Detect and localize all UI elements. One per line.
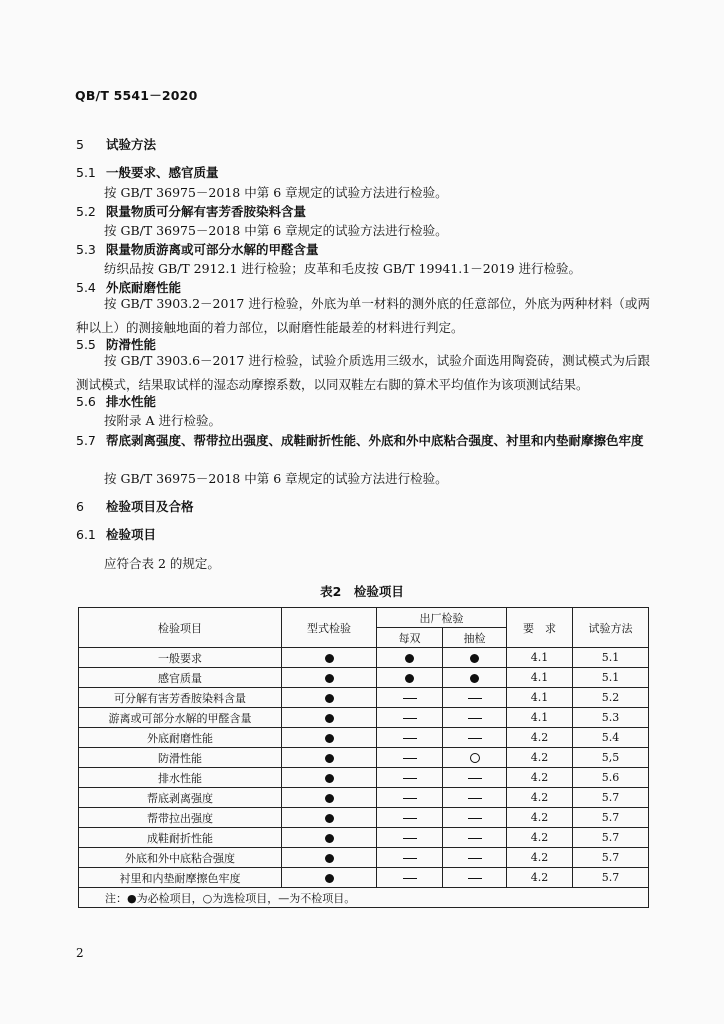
requirement-cell: 4.2 bbox=[507, 848, 573, 868]
section-5-1-text: 按 GB/T 36975－2018 中第 6 章规定的试验方法进行检验。 bbox=[104, 185, 448, 200]
table-row bbox=[79, 728, 649, 748]
sampling-cell bbox=[443, 648, 507, 668]
section-5-2-text: 按 GB/T 36975－2018 中第 6 章规定的试验方法进行检验。 bbox=[104, 223, 448, 238]
requirement-cell: 4.2 bbox=[507, 728, 573, 748]
required-dot-icon bbox=[325, 714, 334, 723]
required-dot-icon bbox=[325, 654, 334, 663]
section-title: 帮底剥离强度、帮带拉出强度、成鞋耐折性能、外底和外中底粘合强度、衬里和内垫耐摩擦色牢度 bbox=[106, 433, 644, 448]
type-test-cell bbox=[282, 788, 377, 808]
section-5-3-heading bbox=[76, 240, 319, 258]
each-pair-cell bbox=[377, 648, 443, 668]
table-row bbox=[79, 868, 649, 888]
section-title: 检验项目 bbox=[106, 527, 157, 542]
section-6-1-text: 应符合表 2 的规定。 bbox=[104, 556, 220, 571]
method-cell: 5,5 bbox=[573, 748, 649, 768]
section-5-7-heading bbox=[76, 430, 650, 451]
section-6-1-heading bbox=[76, 525, 156, 543]
header-each-pair: 每双 bbox=[377, 628, 443, 648]
each-pair-cell bbox=[377, 768, 443, 788]
page-number: 2 bbox=[76, 946, 84, 960]
not-inspected-dash-icon bbox=[468, 778, 482, 779]
each-pair-cell bbox=[377, 828, 443, 848]
section-title: 一般要求、感官质量 bbox=[106, 165, 219, 180]
not-inspected-dash-icon bbox=[403, 798, 417, 799]
type-test-cell bbox=[282, 648, 377, 668]
required-dot-icon bbox=[325, 734, 334, 743]
method-cell: 5.7 bbox=[573, 848, 649, 868]
item-cell: 成鞋耐折性能 bbox=[79, 828, 282, 848]
type-test-cell bbox=[282, 768, 377, 788]
section-5-heading bbox=[76, 135, 156, 153]
requirement-cell: 4.2 bbox=[507, 788, 573, 808]
sampling-cell bbox=[443, 688, 507, 708]
table-row bbox=[79, 808, 649, 828]
sampling-cell bbox=[443, 808, 507, 828]
header-method: 试验方法 bbox=[573, 608, 649, 648]
required-dot-icon bbox=[325, 754, 334, 763]
not-inspected-dash-icon bbox=[403, 858, 417, 859]
not-inspected-dash-icon bbox=[403, 758, 417, 759]
not-inspected-dash-icon bbox=[468, 718, 482, 719]
section-title: 试验方法 bbox=[106, 137, 157, 152]
each-pair-cell bbox=[377, 788, 443, 808]
item-cell: 排水性能 bbox=[79, 768, 282, 788]
section-5-4-text: 按 GB/T 3903.2－2017 进行检验，外底为单一材料的测外底的任意部位，外底为两种材料（或两种以上）的测接触地面的着力部位，以耐磨性能最差的材料进行判定。 bbox=[76, 296, 650, 335]
required-dot-icon bbox=[325, 694, 334, 703]
item-cell: 衬里和内垫耐摩擦色牢度 bbox=[79, 868, 282, 888]
section-number: 5.5 bbox=[76, 337, 96, 352]
header-factory: 出厂检验 bbox=[377, 608, 507, 628]
method-cell: 5.3 bbox=[573, 708, 649, 728]
section-number: 5.3 bbox=[76, 242, 96, 257]
table-row bbox=[79, 748, 649, 768]
each-pair-cell bbox=[377, 848, 443, 868]
not-inspected-dash-icon bbox=[468, 858, 482, 859]
each-pair-cell bbox=[377, 868, 443, 888]
not-inspected-dash-icon bbox=[403, 718, 417, 719]
type-test-cell bbox=[282, 748, 377, 768]
not-inspected-dash-icon bbox=[468, 818, 482, 819]
method-cell: 5.2 bbox=[573, 688, 649, 708]
required-dot-icon bbox=[405, 654, 414, 663]
item-cell: 可分解有害芳香胺染料含量 bbox=[79, 688, 282, 708]
section-5-6-heading bbox=[76, 392, 156, 410]
table-note: 注：●为必检项目，○为选检项目，—为不检项目。 bbox=[79, 888, 649, 908]
section-title: 检验项目及合格 bbox=[106, 499, 194, 514]
section-5-6-text: 按附录 A 进行检验。 bbox=[104, 413, 221, 428]
item-cell: 帮底剥离强度 bbox=[79, 788, 282, 808]
header-requirement: 要 求 bbox=[507, 608, 573, 648]
section-5-5-text: 按 GB/T 3903.6－2017 进行检验，试验介质选用三级水，试验介面选用陶瓷砖，测试模式为后跟测试模式，结果取试样的湿态动摩擦系数，以同双鞋左右脚的算术平均值作为该项测试结果。 bbox=[76, 353, 650, 392]
not-inspected-dash-icon bbox=[468, 698, 482, 699]
required-dot-icon bbox=[325, 794, 334, 803]
section-title: 排水性能 bbox=[106, 394, 157, 409]
section-number: 6 bbox=[76, 499, 84, 514]
section-5-2-heading bbox=[76, 202, 306, 220]
not-inspected-dash-icon bbox=[403, 738, 417, 739]
method-cell: 5.6 bbox=[573, 768, 649, 788]
section-number: 5.7 bbox=[76, 433, 96, 448]
required-dot-icon bbox=[470, 674, 479, 683]
required-dot-icon bbox=[325, 854, 334, 863]
table-row bbox=[79, 848, 649, 868]
item-cell: 感官质量 bbox=[79, 668, 282, 688]
not-inspected-dash-icon bbox=[403, 778, 417, 779]
sampling-cell bbox=[443, 848, 507, 868]
optional-circle-icon bbox=[470, 753, 480, 763]
section-title: 限量物质游离或可部分水解的甲醛含量 bbox=[106, 242, 319, 257]
requirement-cell: 4.1 bbox=[507, 648, 573, 668]
header-type-test: 型式检验 bbox=[282, 608, 377, 648]
item-cell: 防滑性能 bbox=[79, 748, 282, 768]
not-inspected-dash-icon bbox=[468, 878, 482, 879]
method-cell: 5.1 bbox=[573, 668, 649, 688]
not-inspected-dash-icon bbox=[403, 878, 417, 879]
item-cell: 帮带拉出强度 bbox=[79, 808, 282, 828]
required-dot-icon bbox=[325, 834, 334, 843]
table-row bbox=[79, 668, 649, 688]
type-test-cell bbox=[282, 828, 377, 848]
section-number: 5.1 bbox=[76, 165, 96, 180]
section-5-3-text: 纺织品按 GB/T 2912.1 进行检验；皮革和毛皮按 GB/T 19941.1－2019 进行检验。 bbox=[104, 261, 582, 276]
table-row bbox=[79, 648, 649, 668]
not-inspected-dash-icon bbox=[468, 798, 482, 799]
required-dot-icon bbox=[325, 814, 334, 823]
not-inspected-dash-icon bbox=[468, 838, 482, 839]
requirement-cell: 4.2 bbox=[507, 808, 573, 828]
section-title: 限量物质可分解有害芳香胺染料含量 bbox=[106, 204, 307, 219]
table-caption: 表2 检验项目 bbox=[320, 584, 404, 599]
sampling-cell bbox=[443, 728, 507, 748]
table-row bbox=[79, 708, 649, 728]
required-dot-icon bbox=[325, 874, 334, 883]
required-dot-icon bbox=[325, 674, 334, 683]
requirement-cell: 4.2 bbox=[507, 748, 573, 768]
section-5-1-heading bbox=[76, 163, 219, 181]
sampling-cell bbox=[443, 748, 507, 768]
section-title: 外底耐磨性能 bbox=[106, 280, 182, 295]
each-pair-cell bbox=[377, 748, 443, 768]
section-number: 5.4 bbox=[76, 280, 96, 295]
required-dot-icon bbox=[405, 674, 414, 683]
type-test-cell bbox=[282, 688, 377, 708]
table-row bbox=[79, 768, 649, 788]
sampling-cell bbox=[443, 828, 507, 848]
requirement-cell: 4.2 bbox=[507, 828, 573, 848]
section-number: 5 bbox=[76, 137, 84, 152]
method-cell: 5.7 bbox=[573, 808, 649, 828]
section-number: 6.1 bbox=[76, 527, 96, 542]
table-note-row bbox=[79, 888, 649, 908]
method-cell: 5.4 bbox=[573, 728, 649, 748]
type-test-cell bbox=[282, 848, 377, 868]
section-title: 防滑性能 bbox=[106, 337, 157, 352]
sampling-cell bbox=[443, 868, 507, 888]
section-number: 5.6 bbox=[76, 394, 96, 409]
sampling-cell bbox=[443, 708, 507, 728]
requirement-cell: 4.1 bbox=[507, 668, 573, 688]
section-6-heading bbox=[76, 497, 194, 515]
type-test-cell bbox=[282, 728, 377, 748]
type-test-cell bbox=[282, 868, 377, 888]
each-pair-cell bbox=[377, 688, 443, 708]
sampling-cell bbox=[443, 768, 507, 788]
each-pair-cell bbox=[377, 808, 443, 828]
required-dot-icon bbox=[470, 654, 479, 663]
requirement-cell: 4.2 bbox=[507, 868, 573, 888]
method-cell: 5.7 bbox=[573, 828, 649, 848]
requirement-cell: 4.1 bbox=[507, 688, 573, 708]
type-test-cell bbox=[282, 808, 377, 828]
not-inspected-dash-icon bbox=[403, 838, 417, 839]
not-inspected-dash-icon bbox=[403, 818, 417, 819]
sampling-cell bbox=[443, 668, 507, 688]
each-pair-cell bbox=[377, 728, 443, 748]
section-number: 5.2 bbox=[76, 204, 96, 219]
method-cell: 5.7 bbox=[573, 788, 649, 808]
sampling-cell bbox=[443, 788, 507, 808]
type-test-cell bbox=[282, 708, 377, 728]
table-row bbox=[79, 788, 649, 808]
requirement-cell: 4.1 bbox=[507, 708, 573, 728]
header-item: 检验项目 bbox=[79, 608, 282, 648]
standard-code: QB/T 5541－2020 bbox=[75, 88, 198, 103]
item-cell: 游离或可部分水解的甲醛含量 bbox=[79, 708, 282, 728]
table-row bbox=[79, 688, 649, 708]
inspection-items-table bbox=[78, 607, 649, 908]
item-cell: 外底和外中底粘合强度 bbox=[79, 848, 282, 868]
not-inspected-dash-icon bbox=[403, 698, 417, 699]
required-dot-icon bbox=[325, 774, 334, 783]
item-cell: 一般要求 bbox=[79, 648, 282, 668]
header-sampling: 抽检 bbox=[443, 628, 507, 648]
section-5-7-text: 按 GB/T 36975－2018 中第 6 章规定的试验方法进行检验。 bbox=[104, 471, 448, 486]
each-pair-cell bbox=[377, 708, 443, 728]
method-cell: 5.1 bbox=[573, 648, 649, 668]
type-test-cell bbox=[282, 668, 377, 688]
not-inspected-dash-icon bbox=[468, 738, 482, 739]
table-row bbox=[79, 828, 649, 848]
method-cell: 5.7 bbox=[573, 868, 649, 888]
requirement-cell: 4.2 bbox=[507, 768, 573, 788]
each-pair-cell bbox=[377, 668, 443, 688]
item-cell: 外底耐磨性能 bbox=[79, 728, 282, 748]
